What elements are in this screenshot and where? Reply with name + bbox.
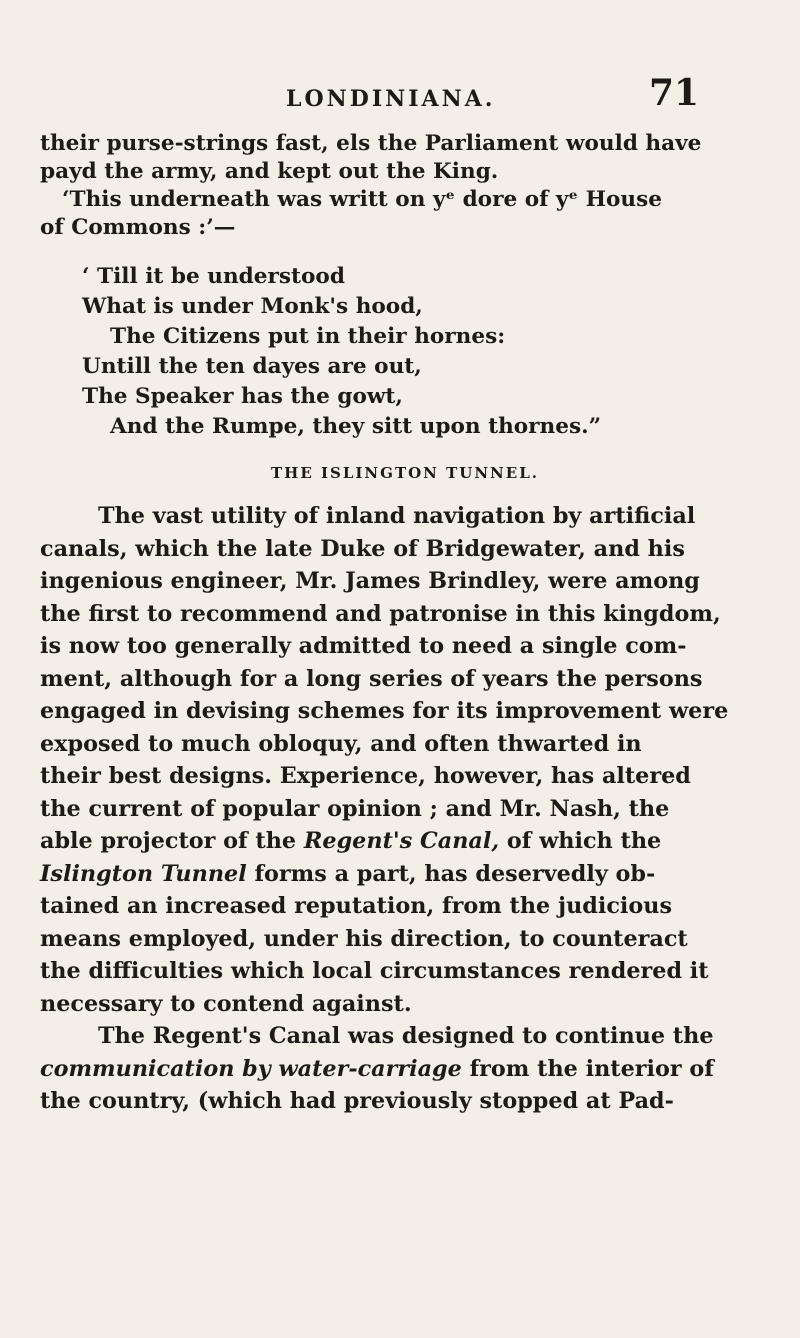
paragraph-line: the country, (which had previously stopped at Pad- <box>40 1088 674 1114</box>
quote-line: ‘This underneath was writt on yᵉ dore of yᵉ House <box>62 187 662 212</box>
verse-line: Untill the ten dayes are out, <box>82 354 422 379</box>
quote-line: of Commons :’— <box>40 215 236 240</box>
verse-line: What is under Monk's hood, <box>82 294 423 319</box>
text-run: able projector of the <box>40 828 304 854</box>
paragraph-line: exposed to much obloquy, and often thwarted in <box>40 730 642 757</box>
quote-block <box>40 130 770 242</box>
text-run: forms a part, has deservedly ob- <box>246 860 656 887</box>
quote-line: their purse-strings fast, els the Parliament would have <box>40 131 702 156</box>
paragraph-line: ingenious engineer, Mr. James Brindley, were among <box>40 568 700 594</box>
paragraph-line: the first to recommend and patronise in this kingdom, <box>40 600 721 627</box>
running-title: LONDINIANA. <box>286 86 496 112</box>
text-run: of which the <box>499 828 662 854</box>
paragraph-line: engaged in devising schemes for its improvement were <box>40 698 729 724</box>
verse-line: ‘ Till it be understood <box>82 264 345 289</box>
paragraph-line: ment, although for a long series of years the persons <box>40 665 703 692</box>
page-number: 71 <box>649 72 700 114</box>
verse-line: And the Rumpe, they sitt upon thornes.” <box>110 414 602 439</box>
paragraph-line: canals, which the late Duke of Bridgewater, and his <box>40 535 685 562</box>
paragraph-line: the current of popular opinion ; and Mr. Nash, the <box>40 795 670 822</box>
italic-text: communication by water-carriage <box>40 1055 462 1082</box>
italic-text: Regent's Canal, <box>303 828 500 854</box>
paragraph-line <box>40 1053 770 1086</box>
paragraph-line: The Regent's Canal was designed to continue the <box>98 1023 714 1049</box>
italic-text: Islington Tunnel <box>40 860 247 887</box>
paragraph-line <box>40 858 770 891</box>
verse-line: The Citizens put in their hornes: <box>110 324 506 349</box>
paragraph <box>40 500 770 1118</box>
section-heading: THE ISLINGTON TUNNEL. <box>271 464 539 482</box>
quote-line: payd the army, and kept out the King. <box>40 159 499 184</box>
paragraph-line <box>40 825 770 858</box>
page-header <box>0 72 800 132</box>
paragraph-line: The vast utility of inland navigation by artificial <box>98 503 696 529</box>
verse-block <box>40 262 770 442</box>
paragraph-line: necessary to contend against. <box>40 990 412 1017</box>
paragraph-line: means employed, under his direction, to counteract <box>40 925 688 952</box>
paragraph-line: the difficulties which local circumstances rendered it <box>40 958 709 984</box>
verse-line: The Speaker has the gowt, <box>82 384 403 409</box>
paragraph-line: tained an increased reputation, from the judicious <box>40 893 673 919</box>
paragraph-line: their best designs. Experience, however, has altered <box>40 763 691 789</box>
page-body <box>40 130 770 1118</box>
text-run: from the interior of <box>461 1055 714 1082</box>
paragraph-line: is now too generally admitted to need a single com- <box>40 633 687 659</box>
